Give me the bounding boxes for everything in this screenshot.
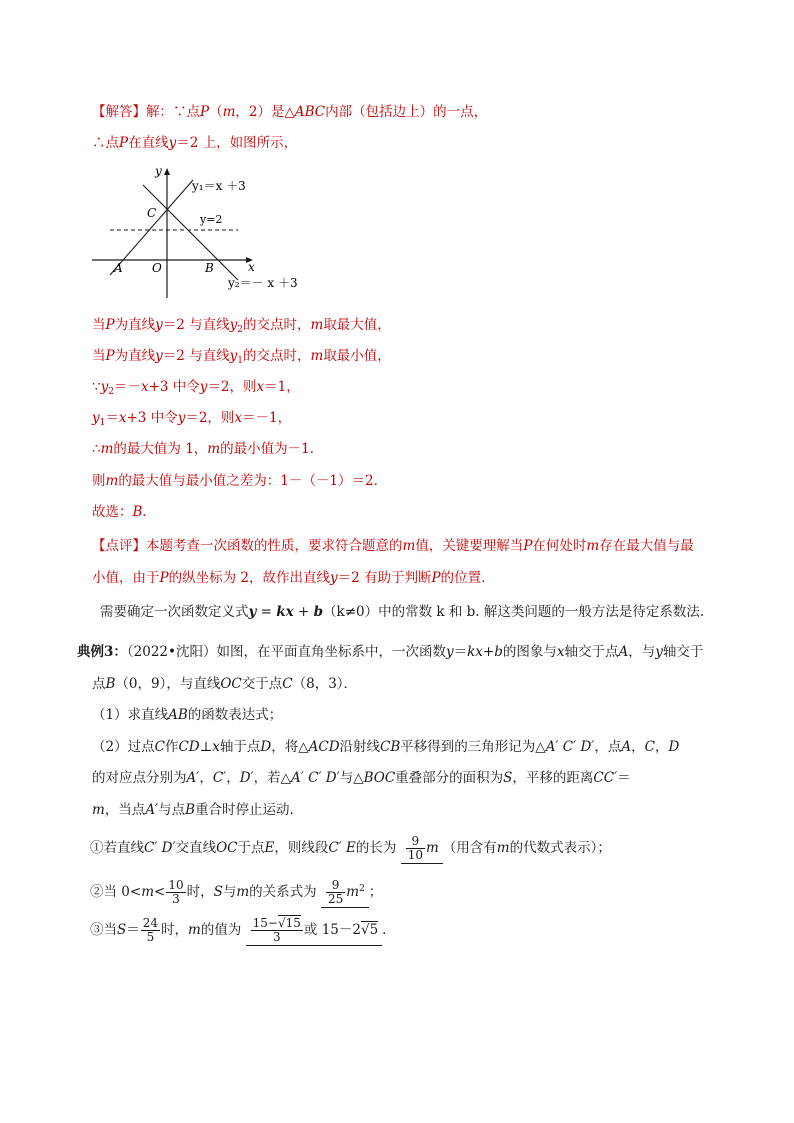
- label-y1: y₁＝x ＋3: [192, 179, 246, 193]
- y-axis-arrow: [164, 168, 170, 175]
- label-point-c: C: [147, 206, 157, 220]
- example-line-1: 典例3：（2022•沈阳）如图，在平面直角坐标系中，一次函数y＝kx+b的图象与x轴交于点A，与y轴交于: [77, 644, 704, 660]
- question-2-line-3: m，当点A′与点B重合时停止运动．: [92, 802, 304, 818]
- solution-line-9: 故选：B．: [92, 504, 156, 520]
- sub-question-1: ①若直线C′ D′交直线OC于点E，则线段C′ E的长为 $\frac{9}{10}$ m （用含有m的代数式表示）；: [90, 834, 611, 862]
- question-2-line-1: （2）过点C作CD⊥x轴于点D，将△ACD沿射线CB平移得到的三角形记为△A′ C′ D′，点A，C，D: [92, 739, 680, 755]
- label-point-a: A: [114, 261, 123, 275]
- sqrt-15: √15: [277, 916, 301, 930]
- solution-line-5: $\because y_2=-x+3$ 中令y＝2，则x＝1，: [92, 379, 300, 397]
- solution-line-3: 当P为直线y＝2 与直线$y_2$的交点时，m取最大值，: [92, 317, 391, 335]
- sub-question-3: ③当S＝ $\frac{24}{5}$ 时，m的值为 $\frac{15-√15}{3}$ 或 15－2√5 ．: [90, 916, 396, 944]
- solution-line-7: ∴m的最大值为 1，m的最小值为－1．: [92, 441, 324, 457]
- answer-3: $\frac{15-√15}{3}$ 或 15－2√5: [246, 915, 383, 946]
- label-y2: y₂＝－ x ＋3: [228, 276, 298, 290]
- solution-line-1: 【解答】解：∵点P（m，2）是△ABC内部（包括边上）的一点，: [92, 104, 488, 120]
- label-x-axis: x: [248, 260, 255, 274]
- solution-line-2: ∴点P在直线y＝2 上，如图所示，: [92, 135, 298, 151]
- sub-question-2: ②当 0<m< $\frac{10}{3}$ 时，S与m的关系式为 $\frac{9}{25}$ $m^2$ ；: [90, 874, 382, 908]
- label-point-o: O: [152, 261, 162, 275]
- question-2-line-2: 的对应点分别为A′，C′，D′，若△A′ C′ D′与△BOC重叠部分的面积为S，平移的距离CC′＝: [92, 770, 631, 786]
- label-point-b: B: [205, 261, 214, 275]
- comment-line-2: 小值，由于P的纵坐标为 2，故作出直线y＝2 有助于判断P的位置．: [92, 570, 495, 586]
- function-graph: [88, 160, 318, 305]
- question-1: （1）求直线AB的函数表达式；: [92, 707, 283, 723]
- example-line-2: 点B（0，9），与直线OC交于点C（8，3）．: [92, 676, 358, 692]
- label-hline: y=2: [200, 213, 223, 226]
- comment-line-1: 【点评】本题考查一次函数的性质，要求符合题意的m值，关键要理解当P在何处时m存在最大值与最: [92, 538, 694, 554]
- solution-line-8: 则m的最大值与最小值之差为：1－（－1）＝2．: [92, 473, 388, 489]
- solution-line-4: 当P为直线y＝2 与直线$y_1$的交点时，m取最小值，: [92, 348, 391, 366]
- note-line: 需要确定一次函数定义式y = kx + b（k≠0）中的常数 k 和 b. 解这类问题的一般方法是待定系数法.: [100, 604, 705, 620]
- solution-line-6: $y_1=x+3$ 中令y＝2，则x＝－1，: [92, 410, 292, 428]
- answer-2: $\frac{9}{25}$ $m^2$: [321, 874, 369, 908]
- label-y-axis: y: [155, 164, 162, 178]
- sqrt-5: √5: [360, 922, 379, 938]
- answer-1: $\frac{9}{10}$ m: [401, 833, 443, 864]
